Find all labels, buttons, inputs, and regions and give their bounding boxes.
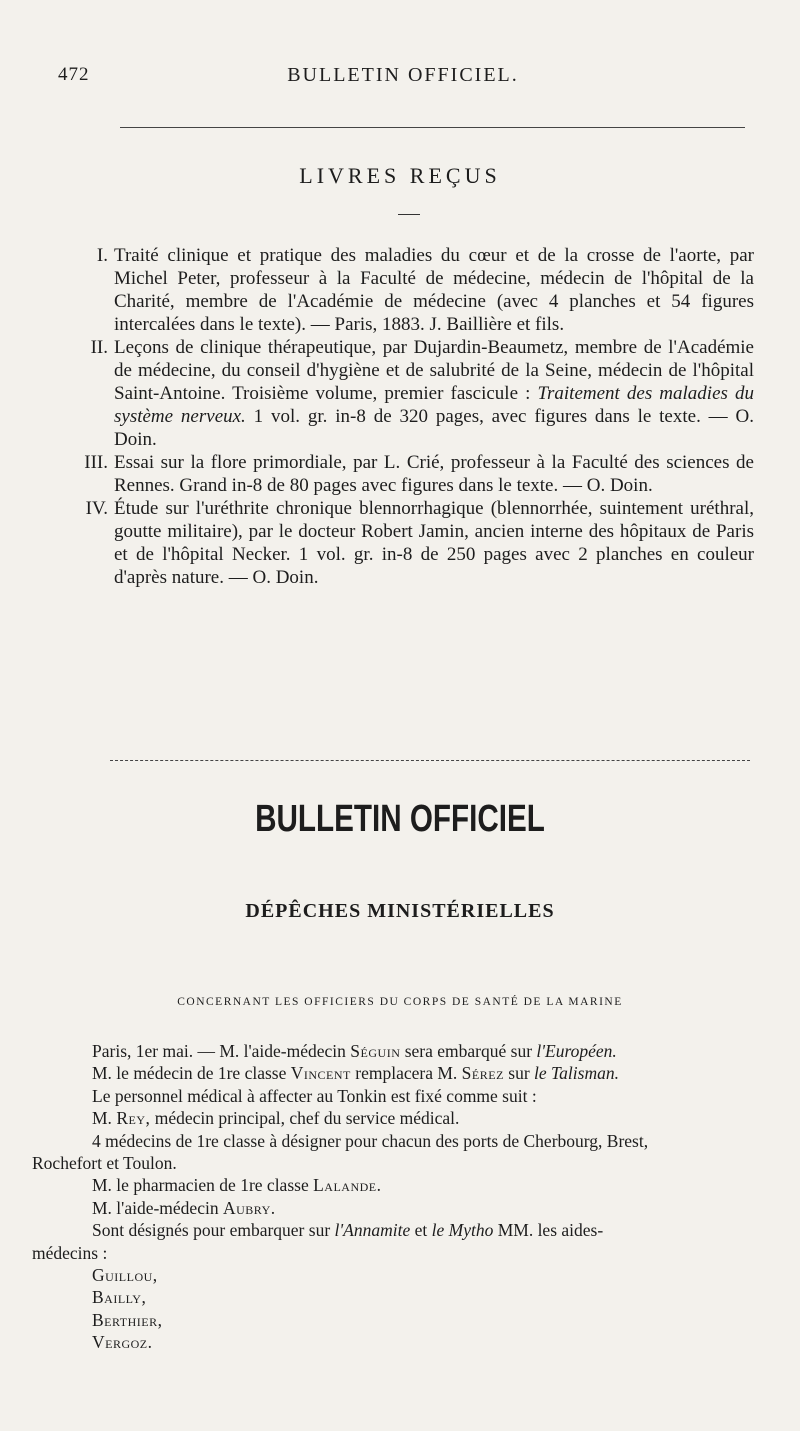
entry-text: Traité clinique et pratique des maladies du cœur et de la crosse de l'aorte, par Michel Peter, professeur à la Faculté de médecine, médecin de l'hôpital de la Charité, membre de l'Académie de médecine (avec 4 planches et 54 figures intercalées dans le texte). — Paris, 1883. J. Baillière et fils.	[114, 245, 754, 335]
paragraph: M. Rey, médecin principal, chef du service médical.	[92, 1108, 460, 1129]
livres-recus-heading: LIVRES REÇUS	[299, 163, 501, 188]
running-title: BULLETIN OFFICIEL.	[287, 64, 519, 86]
header-rule	[120, 127, 745, 128]
paragraph: Sont désignés pour embarquer sur l'Annamite et le Mytho MM. les aides-	[92, 1220, 604, 1241]
name-item: Vergoz.	[92, 1332, 153, 1353]
name-item: Berthier,	[92, 1309, 163, 1330]
entry-number: I.	[96, 245, 108, 266]
concernant-heading: CONCERNANT LES OFFICIERS DU CORPS DE SANTÉ DE LA MARINE	[177, 996, 623, 1008]
list-item	[64, 244, 754, 336]
entry-number: IV.	[85, 498, 108, 519]
paragraph: 4 médecins de 1re classe à désigner pour chacun des ports de Cherbourg, Brest,	[92, 1130, 649, 1151]
paragraph: Paris, 1er mai. — M. l'aide-médecin Séguin sera embarqué sur l'Européen.	[92, 1041, 617, 1061]
entry-number: III.	[84, 452, 108, 473]
heading-dash	[398, 214, 420, 215]
name-item: Bailly,	[92, 1287, 147, 1308]
section-rule	[110, 760, 750, 761]
entry-text: Essai sur la flore primordiale, par L. Crié, professeur à la Faculté des sciences de Rennes. Grand in-8 de 80 pages avec figures dans le texte. — O. Doin.	[114, 452, 754, 496]
list-item	[64, 451, 754, 497]
list-item	[64, 497, 754, 589]
depeches-body	[32, 1040, 742, 1354]
depeches-heading: DÉPÊCHES MINISTÉRIELLES	[245, 900, 555, 922]
entry-number: II.	[90, 337, 108, 358]
page-number: 472	[58, 64, 90, 85]
list-item	[64, 336, 754, 451]
paragraph-continuation: Rochefort et Toulon.	[32, 1153, 177, 1174]
paragraph: M. l'aide-médecin Aubry.	[92, 1197, 276, 1218]
bulletin-officiel-heading: BULLETIN OFFICIEL	[255, 798, 545, 840]
book-title-italic: Traitement des maladies du système nerveux.	[114, 383, 754, 427]
name-item: Guillou,	[92, 1265, 158, 1286]
running-head	[58, 64, 748, 88]
entry-text: Étude sur l'uréthrite chronique blennorrhagique (blennorrhée, suintement uréthral, goutte militaire), par le docteur Robert Jamin, ancien interne des hôpitaux de Paris et de l'hôpital Necker. 1 vol. gr. in-8 de 250 pages avec 2 planches en couleur d'après nature. — O. Doin.	[114, 498, 754, 588]
livres-list	[64, 244, 754, 589]
paragraph-continuation: médecins :	[32, 1242, 108, 1263]
paragraph: Le personnel médical à affecter au Tonkin est fixé comme suit :	[92, 1085, 537, 1106]
entry-text: Leçons de clinique thérapeutique, par Dujardin-Beaumetz, membre de l'Académie de médecine, du conseil d'hygiène et de salubrité de la Seine, médecin de l'hôpital Saint-Antoine. Troisième volume, premier fascicule : Traitement des maladies du système nerveux. 1 vol. gr. in-8 de 320 pages, avec figures dans le texte. — O. Doin.	[114, 337, 754, 450]
paragraph: M. le médecin de 1re classe Vincent remplacera M. Sérez sur le Talisman.	[92, 1063, 619, 1084]
paragraph: M. le pharmacien de 1re classe Lalande.	[92, 1175, 382, 1196]
